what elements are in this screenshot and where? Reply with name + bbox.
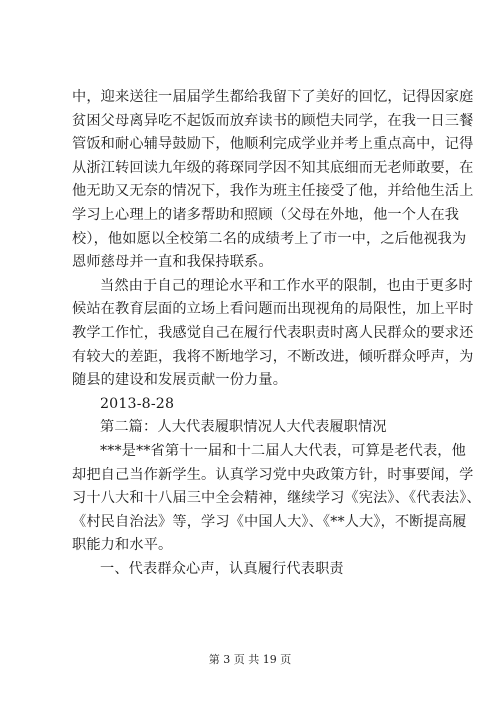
paragraph-1 bbox=[72, 86, 474, 275]
text-line: 中，迎来送往一届届学生都给我留下了美好的回忆，记得因家庭 bbox=[72, 89, 474, 105]
section-heading-paragraph bbox=[72, 416, 444, 440]
text-line: 他无助又无奈的情况下，我作为班主任接受了他，并给他生活上 bbox=[72, 183, 474, 200]
text-line: 学习上心理上的诸多帮助和照顾（父母在外地，他一个人在我 bbox=[72, 206, 460, 223]
text-line: 教学工作忙，我感觉自己在履行代表职责时离人民群众的要求还 bbox=[72, 324, 474, 341]
text-line: 却把自己当作新学生。认真学习党中央政策方针，时事要闻，学 bbox=[72, 466, 474, 483]
text-line: 从浙江转回读九年级的蒋琛同学因不知其底细而无老师敢要，在 bbox=[72, 159, 474, 176]
section-heading: 第二篇：人大代表履职情况人大代表履职情况 bbox=[100, 419, 387, 436]
text-line: 有较大的差距，我将不断地学习，不断改进，倾听群众呼声，为 bbox=[72, 348, 474, 365]
paragraph-5 bbox=[72, 440, 481, 558]
text-line: 习十八大和十八届三中全会精神，继续学习《宪法》、《代表法》、 bbox=[72, 490, 481, 507]
page-number-label: 第 3 页 共 19 页 bbox=[208, 653, 292, 666]
page-footer bbox=[0, 651, 500, 667]
date-line: 2013-8-28 bbox=[100, 395, 175, 412]
document-body bbox=[72, 86, 481, 581]
text-line: ***是**省第十一届和十二届人大代表，可算是老代表，他 bbox=[100, 442, 466, 459]
date-paragraph bbox=[72, 393, 444, 417]
text-line: 候站在教育层面的立场上看问题而出现视角的局限性，加上平时 bbox=[72, 301, 474, 318]
text-line: 随县的建设和发展贡献一份力量。 bbox=[72, 372, 288, 389]
text-line: 当然由于自己的理论水平和工作水平的限制，也由于更多时 bbox=[100, 277, 473, 294]
subheading-paragraph bbox=[72, 558, 444, 582]
text-line: 职能力和水平。 bbox=[72, 537, 173, 554]
text-line: 恩师慈母并一直和我保持联系。 bbox=[72, 254, 273, 271]
subheading: 一、代表群众心声，认真履行代表职责 bbox=[100, 560, 344, 577]
text-line: 贫困父母离异吃不起饭而放弃读书的顾恺夫同学，在我一日三餐 bbox=[72, 112, 474, 129]
text-line: 《村民自治法》等，学习《中国人大》、《**人大》，不断提高履 bbox=[72, 513, 467, 530]
text-line: 管饭和耐心辅导鼓励下，他顺利完成学业并考上重点高中，记得 bbox=[72, 136, 474, 153]
text-line: 校），他如愿以全校第二名的成绩考上了市一中，之后他视我为 bbox=[72, 230, 467, 247]
paragraph-2 bbox=[72, 275, 474, 393]
